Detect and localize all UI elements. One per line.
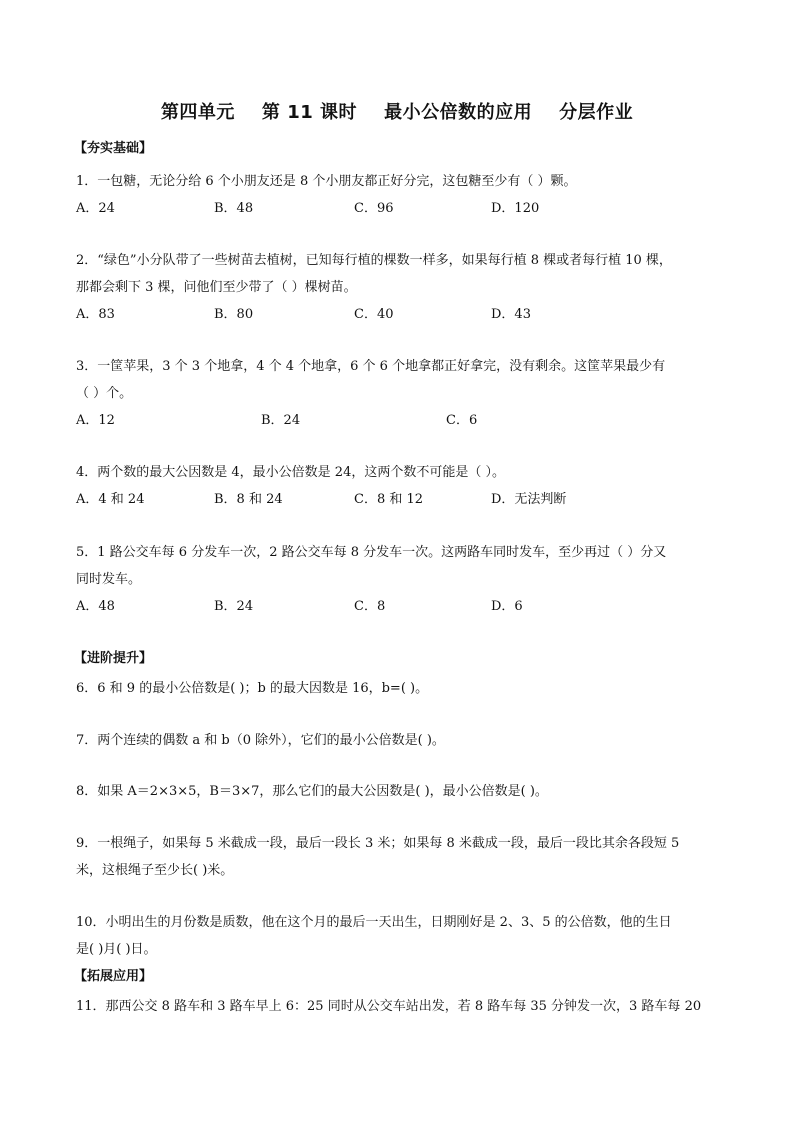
question-1-option-d: D．120 [491, 201, 540, 216]
question-5-option-d: D．6 [491, 599, 523, 614]
question-2-option-b: B．80 [214, 307, 254, 322]
question-3-option-c: C．6 [446, 413, 478, 428]
question-4-option-c: C．8 和 12 [354, 492, 424, 507]
question-1-text: 1．一包糖，无论分给 6 个小朋友还是 8 个小朋友都正好分完，这包糖至少有（ ）颗。 [76, 174, 577, 189]
question-7-text: 7．两个连续的偶数 a 和 b（0 除外），它们的最小公倍数是( )。 [76, 733, 445, 748]
question-4-option-d: D．无法判断 [491, 492, 567, 507]
question-3-line-2: （ ）个。 [76, 386, 133, 401]
question-9-line-1: 9．一根绳子，如果每 5 米截成一段，最后一段长 3 米；如果每 8 米截成一段，最后一段比其余各段短 5 [76, 836, 680, 851]
question-5-line-1: 5．1 路公交车每 6 分发车一次，2 路公交车每 8 分发车一次。这两路车同时发车，至少再过（ ）分又 [76, 545, 667, 560]
question-2-options [76, 303, 736, 321]
section-advanced-heading: 【进阶提升】 [74, 651, 153, 666]
section-extend-heading: 【拓展应用】 [74, 969, 153, 984]
question-8-text: 8．如果 A＝2×3×5，B＝3×7，那么它们的最大公因数是( )，最小公倍数是( )。 [76, 784, 548, 799]
question-11-line-1: 11．那西公交 8 路车和 3 路车早上 6：25 同时从公交车站出发，若 8 路车每 35 分钟发一次，3 路车每 20 [76, 999, 702, 1014]
question-2-line-2: 那都会剩下 3 棵，问他们至少带了（ ）棵树苗。 [76, 280, 357, 295]
question-3-options [76, 409, 736, 427]
question-5-options [76, 595, 736, 613]
question-4-option-b: B．8 和 24 [214, 492, 283, 507]
question-1-option-c: C．96 [354, 201, 394, 216]
question-3-option-b: B．24 [261, 413, 301, 428]
question-4-text: 4．两个数的最大公因数是 4，最小公倍数是 24，这两个数不可能是（ ）。 [76, 465, 505, 480]
section-basic-heading: 【夯实基础】 [74, 141, 153, 156]
question-5-option-c: C．8 [354, 599, 386, 614]
question-1-option-a: A．24 [76, 201, 115, 216]
question-4-options [76, 488, 736, 506]
question-2-line-1: 2．“绿色”小分队带了一些树苗去植树，已知每行植的棵数一样多，如果每行植 8 棵或者每行植 10 棵， [76, 253, 672, 268]
question-6-text: 6．6 和 9 的最小公倍数是( )；b 的最大因数是 16，b=( )。 [76, 681, 429, 696]
question-3-option-a: A．12 [76, 413, 115, 428]
question-5-option-b: B．24 [214, 599, 254, 614]
question-10-line-2: 是( )月( )日。 [76, 942, 157, 957]
question-1-options [76, 197, 736, 215]
question-9-line-2: 米，这根绳子至少长( )米。 [76, 863, 234, 878]
question-3-line-1: 3．一筐苹果，3 个 3 个地拿，4 个 4 个地拿，6 个 6 个地拿都正好拿完，没有剩余。这筐苹果最少有 [76, 359, 666, 374]
question-1-option-b: B．48 [214, 201, 254, 216]
question-4-option-a: A．4 和 24 [76, 492, 145, 507]
question-5-line-2: 同时发车。 [76, 572, 142, 587]
question-2-option-d: D．43 [491, 307, 531, 322]
question-10-line-1: 10．小明出生的月份数是质数，他在这个月的最后一天出生，日期刚好是 2、3、5 的公倍数，他的生日 [76, 915, 672, 930]
page-title: 第四单元 第 11 课时 最小公倍数的应用 分层作业 [160, 102, 634, 123]
question-5-option-a: A．48 [76, 599, 115, 614]
question-2-option-c: C．40 [354, 307, 394, 322]
question-2-option-a: A．83 [76, 307, 115, 322]
